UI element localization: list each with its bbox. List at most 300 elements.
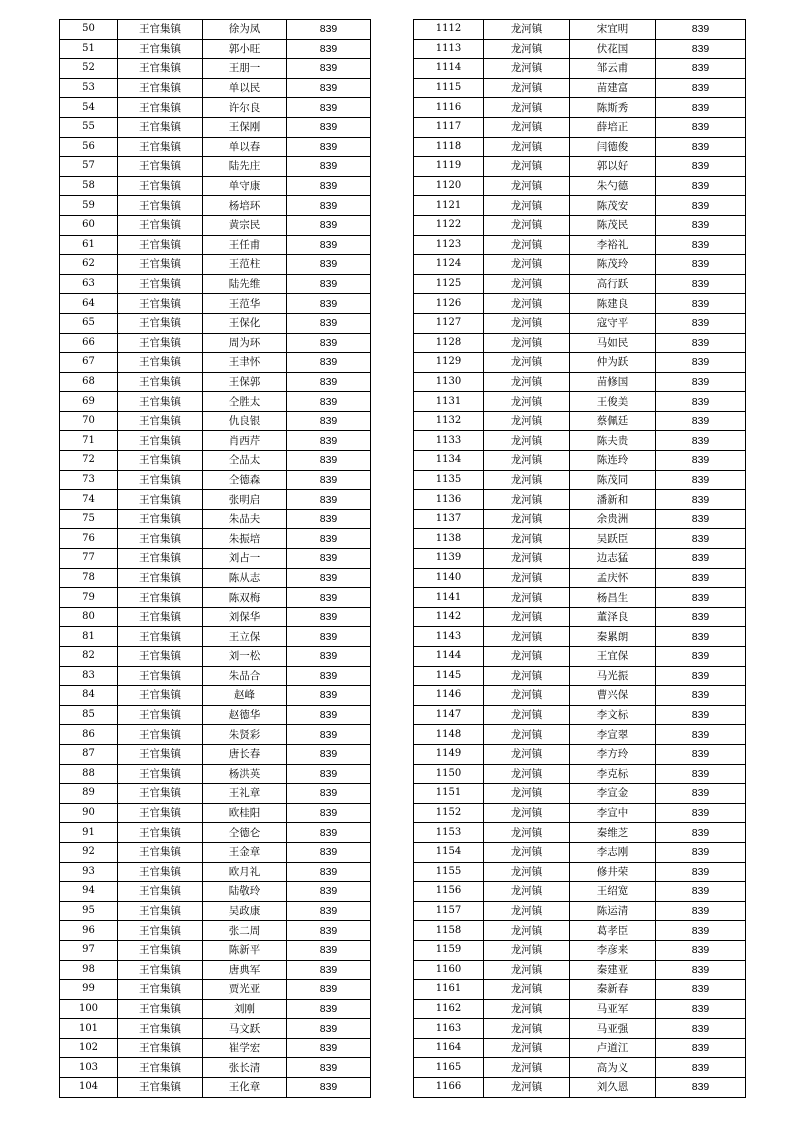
row-number-cell: 90 bbox=[60, 803, 118, 823]
amount-cell: 839 bbox=[656, 1038, 746, 1058]
amount-cell: 839 bbox=[656, 59, 746, 79]
row-number-cell: 56 bbox=[60, 137, 118, 157]
row-number-cell: 94 bbox=[60, 882, 118, 902]
person-name-cell: 朱品夫 bbox=[203, 509, 287, 529]
amount-cell: 839 bbox=[656, 353, 746, 373]
town-cell: 王官集镇 bbox=[118, 666, 203, 686]
amount-cell: 839 bbox=[287, 451, 371, 471]
amount-cell: 839 bbox=[656, 784, 746, 804]
town-cell: 王官集镇 bbox=[118, 451, 203, 471]
person-name-cell: 贾光亚 bbox=[203, 980, 287, 1000]
town-cell: 龙河镇 bbox=[484, 137, 570, 157]
person-name-cell: 王保刚 bbox=[203, 117, 287, 137]
person-name-cell: 秦维芝 bbox=[570, 823, 656, 843]
amount-cell: 839 bbox=[287, 509, 371, 529]
table-row bbox=[414, 1078, 746, 1098]
row-number-cell: 1113 bbox=[414, 39, 484, 59]
table-row bbox=[60, 470, 371, 490]
row-number-cell: 83 bbox=[60, 666, 118, 686]
person-name-cell: 王礼章 bbox=[203, 784, 287, 804]
person-name-cell: 陈双梅 bbox=[203, 588, 287, 608]
amount-cell: 839 bbox=[656, 509, 746, 529]
town-cell: 王官集镇 bbox=[118, 196, 203, 216]
amount-cell: 839 bbox=[656, 1019, 746, 1039]
table-row bbox=[60, 274, 371, 294]
row-number-cell: 78 bbox=[60, 568, 118, 588]
person-name-cell: 李方玲 bbox=[570, 744, 656, 764]
row-number-cell: 103 bbox=[60, 1058, 118, 1078]
amount-cell: 839 bbox=[287, 353, 371, 373]
town-cell: 王官集镇 bbox=[118, 1078, 203, 1098]
person-name-cell: 肖西芹 bbox=[203, 431, 287, 451]
amount-cell: 839 bbox=[287, 313, 371, 333]
town-cell: 龙河镇 bbox=[484, 764, 570, 784]
table-row bbox=[60, 764, 371, 784]
amount-cell: 839 bbox=[287, 333, 371, 353]
table-row bbox=[414, 1019, 746, 1039]
row-number-cell: 1163 bbox=[414, 1019, 484, 1039]
table-row bbox=[414, 705, 746, 725]
row-number-cell: 89 bbox=[60, 784, 118, 804]
town-cell: 龙河镇 bbox=[484, 509, 570, 529]
table-row bbox=[60, 1038, 371, 1058]
town-cell: 龙河镇 bbox=[484, 313, 570, 333]
person-name-cell: 陈建良 bbox=[570, 294, 656, 314]
amount-cell: 839 bbox=[287, 588, 371, 608]
row-number-cell: 92 bbox=[60, 842, 118, 862]
table-row bbox=[414, 666, 746, 686]
table-row bbox=[414, 999, 746, 1019]
row-number-cell: 93 bbox=[60, 862, 118, 882]
table-row bbox=[60, 117, 371, 137]
table-row bbox=[60, 823, 371, 843]
town-cell: 龙河镇 bbox=[484, 568, 570, 588]
row-number-cell: 74 bbox=[60, 490, 118, 510]
person-name-cell: 唐典军 bbox=[203, 960, 287, 980]
amount-cell: 839 bbox=[656, 392, 746, 412]
amount-cell: 839 bbox=[287, 549, 371, 569]
town-cell: 王官集镇 bbox=[118, 744, 203, 764]
row-number-cell: 1115 bbox=[414, 78, 484, 98]
person-name-cell: 宋宜明 bbox=[570, 20, 656, 40]
person-name-cell: 陈茂同 bbox=[570, 470, 656, 490]
town-cell: 王官集镇 bbox=[118, 921, 203, 941]
town-cell: 龙河镇 bbox=[484, 294, 570, 314]
amount-cell: 839 bbox=[287, 196, 371, 216]
town-cell: 龙河镇 bbox=[484, 411, 570, 431]
row-number-cell: 1114 bbox=[414, 59, 484, 79]
row-number-cell: 1136 bbox=[414, 490, 484, 510]
row-number-cell: 1130 bbox=[414, 372, 484, 392]
town-cell: 龙河镇 bbox=[484, 98, 570, 118]
table-row bbox=[414, 803, 746, 823]
amount-cell: 839 bbox=[656, 744, 746, 764]
table-row bbox=[60, 235, 371, 255]
person-name-cell: 曹兴保 bbox=[570, 686, 656, 706]
row-number-cell: 1164 bbox=[414, 1038, 484, 1058]
amount-cell: 839 bbox=[287, 470, 371, 490]
table-row bbox=[414, 451, 746, 471]
amount-cell: 839 bbox=[656, 803, 746, 823]
town-cell: 龙河镇 bbox=[484, 647, 570, 667]
table-row bbox=[414, 588, 746, 608]
row-number-cell: 1147 bbox=[414, 705, 484, 725]
town-cell: 龙河镇 bbox=[484, 235, 570, 255]
row-number-cell: 85 bbox=[60, 705, 118, 725]
amount-cell: 839 bbox=[287, 235, 371, 255]
town-cell: 王官集镇 bbox=[118, 960, 203, 980]
amount-cell: 839 bbox=[656, 666, 746, 686]
person-name-cell: 蔡佩廷 bbox=[570, 411, 656, 431]
amount-cell: 839 bbox=[287, 705, 371, 725]
row-number-cell: 1126 bbox=[414, 294, 484, 314]
table-row bbox=[414, 529, 746, 549]
table-row bbox=[60, 803, 371, 823]
table-row bbox=[60, 705, 371, 725]
amount-cell: 839 bbox=[656, 39, 746, 59]
amount-cell: 839 bbox=[656, 313, 746, 333]
person-name-cell: 李彦来 bbox=[570, 940, 656, 960]
row-number-cell: 102 bbox=[60, 1038, 118, 1058]
table-row bbox=[414, 607, 746, 627]
table-row bbox=[414, 627, 746, 647]
person-name-cell: 朱勺德 bbox=[570, 176, 656, 196]
person-name-cell: 苗修国 bbox=[570, 372, 656, 392]
person-name-cell: 王化章 bbox=[203, 1078, 287, 1098]
person-name-cell: 郭以好 bbox=[570, 157, 656, 177]
table-row bbox=[414, 686, 746, 706]
row-number-cell: 68 bbox=[60, 372, 118, 392]
town-cell: 王官集镇 bbox=[118, 568, 203, 588]
amount-cell: 839 bbox=[656, 588, 746, 608]
amount-cell: 839 bbox=[656, 137, 746, 157]
town-cell: 王官集镇 bbox=[118, 784, 203, 804]
table-row bbox=[60, 588, 371, 608]
row-number-cell: 91 bbox=[60, 823, 118, 843]
amount-cell: 839 bbox=[287, 647, 371, 667]
table-row bbox=[60, 666, 371, 686]
row-number-cell: 55 bbox=[60, 117, 118, 137]
row-number-cell: 1160 bbox=[414, 960, 484, 980]
person-name-cell: 杨昌生 bbox=[570, 588, 656, 608]
table-row bbox=[60, 901, 371, 921]
town-cell: 龙河镇 bbox=[484, 882, 570, 902]
town-cell: 王官集镇 bbox=[118, 529, 203, 549]
table-row bbox=[414, 1038, 746, 1058]
row-number-cell: 66 bbox=[60, 333, 118, 353]
table-row bbox=[414, 176, 746, 196]
person-name-cell: 李文标 bbox=[570, 705, 656, 725]
amount-cell: 839 bbox=[656, 490, 746, 510]
table-row bbox=[60, 294, 371, 314]
table-row bbox=[60, 431, 371, 451]
amount-cell: 839 bbox=[287, 20, 371, 40]
person-name-cell: 王绍宽 bbox=[570, 882, 656, 902]
amount-cell: 839 bbox=[656, 176, 746, 196]
town-cell: 王官集镇 bbox=[118, 647, 203, 667]
table-row bbox=[60, 372, 371, 392]
person-name-cell: 王范柱 bbox=[203, 255, 287, 275]
row-number-cell: 72 bbox=[60, 451, 118, 471]
person-name-cell: 马亚强 bbox=[570, 1019, 656, 1039]
amount-cell: 839 bbox=[656, 1078, 746, 1098]
amount-cell: 839 bbox=[656, 78, 746, 98]
town-cell: 龙河镇 bbox=[484, 451, 570, 471]
town-cell: 龙河镇 bbox=[484, 705, 570, 725]
row-number-cell: 1117 bbox=[414, 117, 484, 137]
amount-cell: 839 bbox=[656, 921, 746, 941]
person-name-cell: 王立保 bbox=[203, 627, 287, 647]
row-number-cell: 1156 bbox=[414, 882, 484, 902]
table-row bbox=[60, 490, 371, 510]
table-row bbox=[414, 196, 746, 216]
row-number-cell: 81 bbox=[60, 627, 118, 647]
person-name-cell: 欧月礼 bbox=[203, 862, 287, 882]
row-number-cell: 52 bbox=[60, 59, 118, 79]
person-name-cell: 李裕礼 bbox=[570, 235, 656, 255]
amount-cell: 839 bbox=[287, 568, 371, 588]
person-name-cell: 修井荣 bbox=[570, 862, 656, 882]
table-row bbox=[60, 176, 371, 196]
person-name-cell: 陈新平 bbox=[203, 940, 287, 960]
town-cell: 龙河镇 bbox=[484, 921, 570, 941]
roster-table-left bbox=[59, 19, 371, 1098]
person-name-cell: 王保化 bbox=[203, 313, 287, 333]
amount-cell: 839 bbox=[656, 568, 746, 588]
table-row bbox=[414, 274, 746, 294]
person-name-cell: 杨洪英 bbox=[203, 764, 287, 784]
table-row bbox=[60, 1058, 371, 1078]
amount-cell: 839 bbox=[287, 686, 371, 706]
amount-cell: 839 bbox=[287, 255, 371, 275]
table-row bbox=[60, 842, 371, 862]
person-name-cell: 徐为凤 bbox=[203, 20, 287, 40]
town-cell: 龙河镇 bbox=[484, 784, 570, 804]
town-cell: 王官集镇 bbox=[118, 313, 203, 333]
town-cell: 王官集镇 bbox=[118, 255, 203, 275]
row-number-cell: 104 bbox=[60, 1078, 118, 1098]
row-number-cell: 1122 bbox=[414, 215, 484, 235]
amount-cell: 839 bbox=[287, 215, 371, 235]
row-number-cell: 63 bbox=[60, 274, 118, 294]
row-number-cell: 71 bbox=[60, 431, 118, 451]
amount-cell: 839 bbox=[656, 98, 746, 118]
amount-cell: 839 bbox=[287, 980, 371, 1000]
person-name-cell: 吴政康 bbox=[203, 901, 287, 921]
town-cell: 王官集镇 bbox=[118, 901, 203, 921]
person-name-cell: 郭小旺 bbox=[203, 39, 287, 59]
row-number-cell: 1155 bbox=[414, 862, 484, 882]
table-row bbox=[60, 627, 371, 647]
town-cell: 王官集镇 bbox=[118, 117, 203, 137]
table-row bbox=[414, 353, 746, 373]
person-name-cell: 高为义 bbox=[570, 1058, 656, 1078]
person-name-cell: 唐长春 bbox=[203, 744, 287, 764]
town-cell: 龙河镇 bbox=[484, 607, 570, 627]
town-cell: 王官集镇 bbox=[118, 823, 203, 843]
person-name-cell: 吴跃臣 bbox=[570, 529, 656, 549]
row-number-cell: 1158 bbox=[414, 921, 484, 941]
table-row bbox=[414, 842, 746, 862]
town-cell: 王官集镇 bbox=[118, 588, 203, 608]
table-row bbox=[60, 78, 371, 98]
row-number-cell: 1143 bbox=[414, 627, 484, 647]
person-name-cell: 李志刚 bbox=[570, 842, 656, 862]
table-row bbox=[60, 686, 371, 706]
table-row bbox=[414, 20, 746, 40]
person-name-cell: 仝德仑 bbox=[203, 823, 287, 843]
table-row bbox=[60, 980, 371, 1000]
town-cell: 王官集镇 bbox=[118, 353, 203, 373]
amount-cell: 839 bbox=[287, 607, 371, 627]
row-number-cell: 100 bbox=[60, 999, 118, 1019]
table-row bbox=[414, 39, 746, 59]
person-name-cell: 陆先庄 bbox=[203, 157, 287, 177]
row-number-cell: 1127 bbox=[414, 313, 484, 333]
person-name-cell: 刘刚 bbox=[203, 999, 287, 1019]
amount-cell: 839 bbox=[656, 725, 746, 745]
town-cell: 龙河镇 bbox=[484, 960, 570, 980]
person-name-cell: 王范华 bbox=[203, 294, 287, 314]
amount-cell: 839 bbox=[656, 842, 746, 862]
amount-cell: 839 bbox=[656, 980, 746, 1000]
person-name-cell: 陈从志 bbox=[203, 568, 287, 588]
town-cell: 龙河镇 bbox=[484, 627, 570, 647]
amount-cell: 839 bbox=[287, 901, 371, 921]
row-number-cell: 1165 bbox=[414, 1058, 484, 1078]
row-number-cell: 1119 bbox=[414, 157, 484, 177]
amount-cell: 839 bbox=[656, 451, 746, 471]
table-row bbox=[60, 1019, 371, 1039]
table-row bbox=[414, 960, 746, 980]
amount-cell: 839 bbox=[656, 333, 746, 353]
amount-cell: 839 bbox=[287, 960, 371, 980]
town-cell: 王官集镇 bbox=[118, 1038, 203, 1058]
person-name-cell: 薛培正 bbox=[570, 117, 656, 137]
table-row bbox=[414, 940, 746, 960]
amount-cell: 839 bbox=[287, 725, 371, 745]
amount-cell: 839 bbox=[287, 882, 371, 902]
person-name-cell: 马亚军 bbox=[570, 999, 656, 1019]
table-row bbox=[60, 20, 371, 40]
row-number-cell: 1162 bbox=[414, 999, 484, 1019]
amount-cell: 839 bbox=[656, 607, 746, 627]
amount-cell: 839 bbox=[656, 705, 746, 725]
table-row bbox=[60, 137, 371, 157]
town-cell: 龙河镇 bbox=[484, 59, 570, 79]
table-row bbox=[60, 196, 371, 216]
person-name-cell: 李宣金 bbox=[570, 784, 656, 804]
town-cell: 王官集镇 bbox=[118, 862, 203, 882]
town-cell: 王官集镇 bbox=[118, 157, 203, 177]
town-cell: 龙河镇 bbox=[484, 999, 570, 1019]
person-name-cell: 高行跃 bbox=[570, 274, 656, 294]
amount-cell: 839 bbox=[287, 940, 371, 960]
amount-cell: 839 bbox=[287, 176, 371, 196]
roster-table-right bbox=[413, 19, 746, 1098]
row-number-cell: 65 bbox=[60, 313, 118, 333]
table-row bbox=[414, 764, 746, 784]
table-row bbox=[414, 549, 746, 569]
town-cell: 龙河镇 bbox=[484, 901, 570, 921]
amount-cell: 839 bbox=[287, 1038, 371, 1058]
amount-cell: 839 bbox=[656, 882, 746, 902]
person-name-cell: 陈茂安 bbox=[570, 196, 656, 216]
town-cell: 王官集镇 bbox=[118, 1058, 203, 1078]
amount-cell: 839 bbox=[287, 490, 371, 510]
amount-cell: 839 bbox=[287, 372, 371, 392]
person-name-cell: 刘保华 bbox=[203, 607, 287, 627]
row-number-cell: 1142 bbox=[414, 607, 484, 627]
town-cell: 龙河镇 bbox=[484, 490, 570, 510]
amount-cell: 839 bbox=[287, 274, 371, 294]
town-cell: 王官集镇 bbox=[118, 98, 203, 118]
town-cell: 王官集镇 bbox=[118, 842, 203, 862]
town-cell: 龙河镇 bbox=[484, 431, 570, 451]
person-name-cell: 朱振培 bbox=[203, 529, 287, 549]
person-name-cell: 张二周 bbox=[203, 921, 287, 941]
person-name-cell: 葛孝臣 bbox=[570, 921, 656, 941]
row-number-cell: 1145 bbox=[414, 666, 484, 686]
town-cell: 龙河镇 bbox=[484, 588, 570, 608]
person-name-cell: 陆先维 bbox=[203, 274, 287, 294]
person-name-cell: 陈茂民 bbox=[570, 215, 656, 235]
person-name-cell: 李克标 bbox=[570, 764, 656, 784]
town-cell: 龙河镇 bbox=[484, 686, 570, 706]
table-row bbox=[60, 725, 371, 745]
row-number-cell: 86 bbox=[60, 725, 118, 745]
row-number-cell: 1123 bbox=[414, 235, 484, 255]
person-name-cell: 马文跃 bbox=[203, 1019, 287, 1039]
amount-cell: 839 bbox=[656, 215, 746, 235]
town-cell: 龙河镇 bbox=[484, 1078, 570, 1098]
table-row bbox=[414, 568, 746, 588]
town-cell: 龙河镇 bbox=[484, 215, 570, 235]
row-number-cell: 1146 bbox=[414, 686, 484, 706]
table-row bbox=[414, 411, 746, 431]
amount-cell: 839 bbox=[656, 627, 746, 647]
table-row bbox=[414, 157, 746, 177]
table-row bbox=[60, 451, 371, 471]
town-cell: 龙河镇 bbox=[484, 392, 570, 412]
town-cell: 王官集镇 bbox=[118, 372, 203, 392]
person-name-cell: 闫德俊 bbox=[570, 137, 656, 157]
amount-cell: 839 bbox=[287, 411, 371, 431]
person-name-cell: 刘一松 bbox=[203, 647, 287, 667]
table-row bbox=[414, 372, 746, 392]
town-cell: 王官集镇 bbox=[118, 137, 203, 157]
table-row bbox=[60, 333, 371, 353]
row-number-cell: 1132 bbox=[414, 411, 484, 431]
row-number-cell: 1129 bbox=[414, 353, 484, 373]
amount-cell: 839 bbox=[656, 117, 746, 137]
row-number-cell: 84 bbox=[60, 686, 118, 706]
town-cell: 王官集镇 bbox=[118, 411, 203, 431]
table-row bbox=[414, 509, 746, 529]
row-number-cell: 95 bbox=[60, 901, 118, 921]
town-cell: 龙河镇 bbox=[484, 862, 570, 882]
town-cell: 龙河镇 bbox=[484, 255, 570, 275]
person-name-cell: 王任甫 bbox=[203, 235, 287, 255]
amount-cell: 839 bbox=[656, 235, 746, 255]
table-row bbox=[60, 921, 371, 941]
town-cell: 王官集镇 bbox=[118, 392, 203, 412]
table-row bbox=[414, 235, 746, 255]
amount-cell: 839 bbox=[656, 823, 746, 843]
row-number-cell: 57 bbox=[60, 157, 118, 177]
amount-cell: 839 bbox=[287, 431, 371, 451]
row-number-cell: 69 bbox=[60, 392, 118, 412]
